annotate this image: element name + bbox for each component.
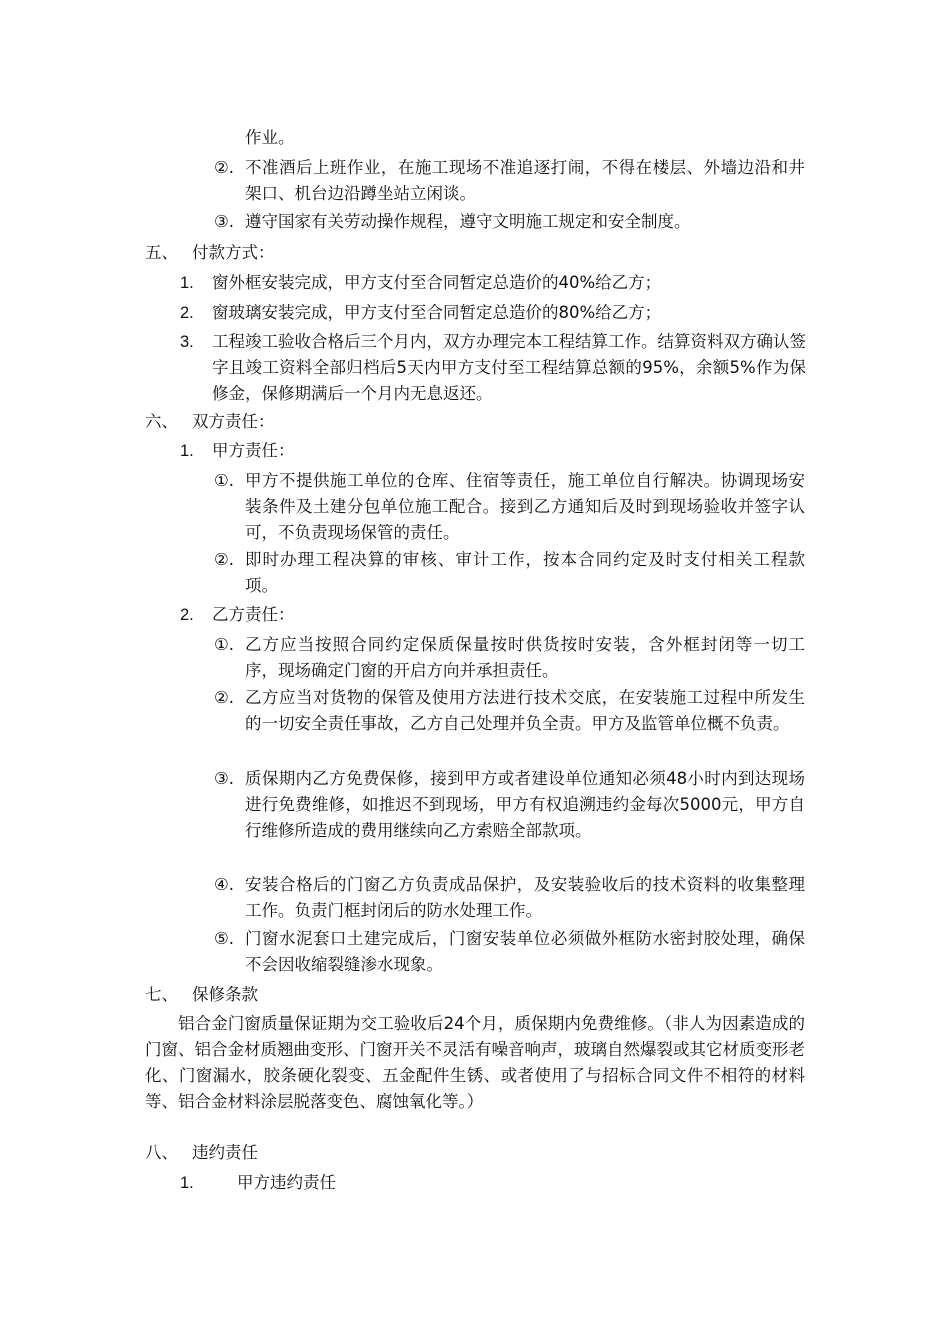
party-b-item3-marker: ③. xyxy=(214,769,235,788)
party-a-item1-marker: ①. xyxy=(214,471,235,490)
section8-number: 八、 xyxy=(145,1143,178,1162)
warranty-paragraph: 铝合金门窗质量保证期为交工验收后24个月，质保期内免费维修。（非人为因素造成的门窗、铝合金材质翘曲变形、门窗开关不灵活有噪音响声，玻璃自然爆裂或其它材质变形老化、门窗漏水，胶条硬化裂变、五金配件生锈、或者使用了与招标合同文件不相符的材料等、铝合金材料涂层脱落变色、腐蚀氧化等。） xyxy=(145,1014,805,1111)
party-a-item2-text: 即时办理工程决算的审核、审计工作，按本合同约定及时支付相关工程款项。 xyxy=(245,550,805,595)
section5-item2-text: 窗玻璃安装完成，甲方支付至合同暂定总造价的80%给乙方； xyxy=(212,303,662,322)
section5-heading: 付款方式： xyxy=(192,243,275,262)
party-a-marker: 1. xyxy=(180,442,194,460)
party-a-item1-text: 甲方不提供施工单位的仓库、住宿等责任，施工单位自行解决。协调现场安装条件及土建分包单位施工配合。接到乙方通知后及时到现场验收并签字认可，不负责现场保管的责任。 xyxy=(245,471,805,542)
party-b-item2-marker: ②. xyxy=(214,688,235,707)
section8-heading: 违约责任 xyxy=(192,1143,258,1162)
party-b-item5-marker: ⑤. xyxy=(214,929,235,948)
section5-number: 五、 xyxy=(145,243,178,262)
section8-item1-text: 甲方违约责任 xyxy=(237,1173,336,1192)
section7-number: 七、 xyxy=(145,985,178,1004)
section6-number: 六、 xyxy=(145,412,178,431)
safety-item-2-marker: ②. xyxy=(214,158,235,177)
party-b-item4-marker: ④. xyxy=(214,875,235,894)
party-a-item2-marker: ②. xyxy=(214,550,235,569)
party-a-title: 甲方责任： xyxy=(212,441,295,460)
party-b-item1-text: 乙方应当按照合同约定保质保量按时供货按时安装，含外框封闭等一切工序，现场确定门窗的开启方向并承担责任。 xyxy=(245,635,805,680)
party-b-marker: 2. xyxy=(180,606,194,624)
party-b-item1-marker: ①. xyxy=(214,635,235,654)
section8-item1-marker: 1. xyxy=(180,1174,194,1192)
section6-heading: 双方责任： xyxy=(192,412,275,431)
section5-item1-marker: 1. xyxy=(180,274,194,292)
continuation-text: 作业。 xyxy=(245,128,295,147)
section5-item1-text: 窗外框安装完成，甲方支付至合同暂定总造价的40%给乙方； xyxy=(212,273,662,292)
party-b-title: 乙方责任： xyxy=(212,605,295,624)
safety-item-3-marker: ③. xyxy=(214,212,235,231)
party-b-item4-text: 安装合格后的门窗乙方负责成品保护，及安装验收后的技术资料的收集整理工作。负责门框封闭后的防水处理工作。 xyxy=(245,875,805,920)
safety-item-2-text: 不准酒后上班作业，在施工现场不准追逐打闹，不得在楼层、外墙边沿和井架口、机台边沿蹲坐站立闲谈。 xyxy=(245,158,805,203)
party-b-item2-text: 乙方应当对货物的保管及使用方法进行技术交底，在安装施工过程中所发生的一切安全责任事故，乙方自己处理并负全责。甲方及监管单位概不负责。 xyxy=(245,688,805,733)
section5-item3-text: 工程竣工验收合格后三个月内，双方办理完本工程结算工作。结算资料双方确认签字且竣工资料全部归档后5天内甲方支付至工程结算总额的95%，余额5%作为保修金，保修期满后一个月内无息返还。 xyxy=(212,332,806,403)
section7-heading: 保修条款 xyxy=(192,985,258,1004)
party-b-item5-text: 门窗水泥套口土建完成后，门窗安装单位必须做外框防水密封胶处理，确保不会因收缩裂缝渗水现象。 xyxy=(245,929,805,974)
section5-item2-marker: 2. xyxy=(180,304,194,322)
section5-item3-marker: 3. xyxy=(180,333,194,351)
party-b-item3-text: 质保期内乙方免费保修，接到甲方或者建设单位通知必须48小时内到达现场进行免费维修，如推迟不到现场，甲方有权追溯违约金每次5000元，甲方自行维修所造成的费用继续向乙方索赔全部款项。 xyxy=(245,769,805,840)
safety-item-3-text: 遵守国家有关劳动操作规程，遵守文明施工规定和安全制度。 xyxy=(245,212,691,231)
